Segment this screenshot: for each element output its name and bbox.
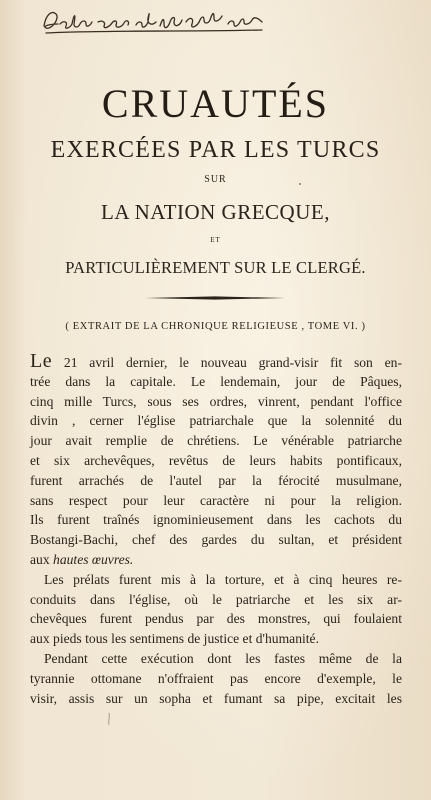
body-line: divin , cerner l'église patriarchale que la solennité du <box>30 413 402 429</box>
title-et: ET <box>210 236 221 244</box>
body-line: et six archevêques, revêtus de leurs habits pontificaux, <box>30 452 402 468</box>
body-line: Bostangi-Bachi, chef des gardes du sultan, et président <box>30 532 402 548</box>
body-line: Ils furent traînés ignominieusement dans les cachots du <box>30 512 402 528</box>
body-line: Le 21 avril dernier, le nouveau grand-visir fit son en- <box>30 350 402 372</box>
body-line: trée dans la capitale. Le lendemain, jour de Pâques, <box>30 373 402 389</box>
ornamental-rule <box>145 296 285 300</box>
title-subtitle: EXERCÉES PAR LES TURCS <box>50 137 381 163</box>
title-particulierement: PARTICULIÈREMENT SUR LE CLERGÉ. <box>65 258 366 277</box>
inscription-script-icon <box>40 4 280 38</box>
paper-speck <box>299 183 301 185</box>
body-line: conduits dans l'église, où le patriarche et les six ar- <box>30 591 402 607</box>
body-line: furent arrachés de l'autel par la férocité musulmane, <box>30 472 402 488</box>
body-line: Pendant cette exécution dont les fastes même de la <box>44 650 402 666</box>
title-nation: LA NATION GRECQUE, <box>101 200 330 224</box>
body-line: sans respect pour leur caractère ni pour la religion. <box>30 492 402 508</box>
body-line: tyrannie ottomane n'offraient pas encore d'exemple, le <box>30 670 402 686</box>
title-main: CRUAUTÉS <box>101 81 330 126</box>
body-line: aux pieds tous les sentimens de justice et d'humanité. <box>30 631 319 647</box>
body-paragraphs <box>30 352 402 708</box>
ink-mark <box>107 712 111 726</box>
title-sur: SUR <box>204 174 227 185</box>
extract-note: ( EXTRAIT DE LA CHRONIQUE RELIGIEUSE , TOME VI. ) <box>65 321 366 332</box>
body-line: cinq mille Turcs, sous ses ordres, vinrent, pendant l'office <box>30 393 402 409</box>
body-line: jour avait remplie de chrétiens. Le vénérable patriarche <box>30 433 402 449</box>
body-line: Les prélats furent mis à la torture, et à cinq heures re- <box>44 571 402 587</box>
italic-phrase: hautes œuvres. <box>53 551 134 567</box>
handwritten-inscription <box>40 4 280 38</box>
body-line: chevêques furent pendus par des monstres, qui foulaient <box>30 611 402 627</box>
body-line: aux hautes œuvres. <box>30 551 134 567</box>
body-line: visir, assis sur un sopha et fumant sa pipe, excitait les <box>30 690 402 706</box>
drop-cap: Le <box>30 350 53 372</box>
